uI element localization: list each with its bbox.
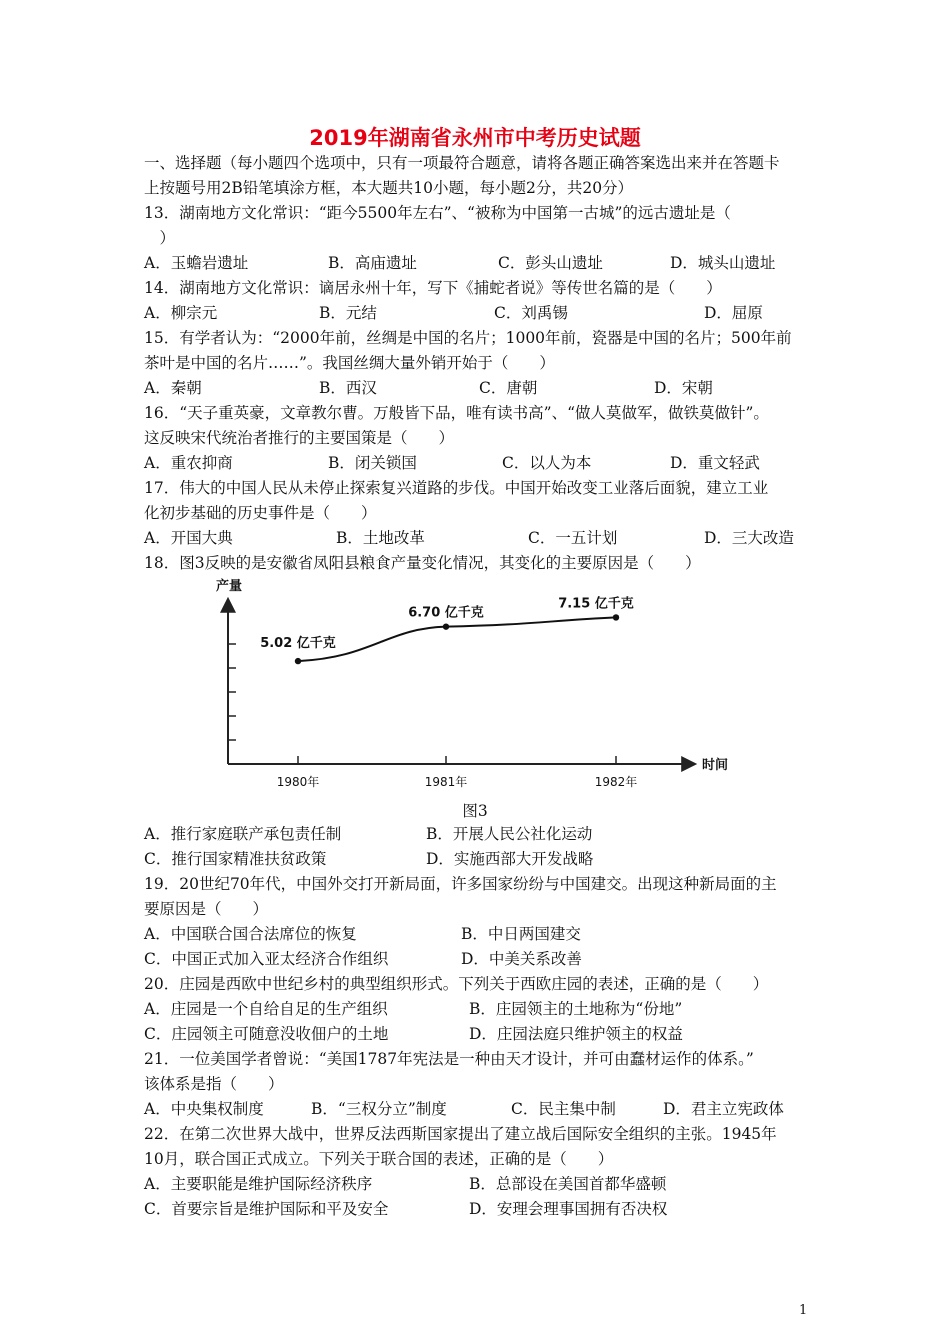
option-c: C．一五计划 xyxy=(528,529,618,547)
option-a: A．玉蟾岩遗址 xyxy=(144,254,249,272)
option-a: A．中国联合国合法席位的恢复 xyxy=(144,925,357,943)
option-b: B．庄园领主的土地称为“份地” xyxy=(469,1000,683,1018)
option-d: D．宋朝 xyxy=(654,379,713,397)
option-d: D．重文轻武 xyxy=(670,454,760,472)
option-a: A．中央集权制度 xyxy=(144,1100,264,1118)
data-point-2 xyxy=(613,614,619,620)
question-18-stem: 18．图3反映的是安徽省凤阳县粮食产量变化情况，其变化的主要原因是（ ） xyxy=(144,554,701,572)
option-b: B．元结 xyxy=(319,304,377,322)
question-15-stem-cont: 茶叶是中国的名片……”。我国丝绸大量外销开始于（ ） xyxy=(144,354,555,372)
option-b: B．“三权分立”制度 xyxy=(311,1100,447,1118)
question-15-stem: 15．有学者认为：“2000年前，丝绸是中国的名片；1000年前，瓷器是中国的名片；500年前 xyxy=(144,329,792,347)
option-d: D．屈原 xyxy=(704,304,763,322)
y-axis-label: 产量 xyxy=(216,579,243,594)
question-16-stem-cont: 这反映宋代统治者推行的主要国策是（ ） xyxy=(144,429,455,447)
x-axis-label: 时间 xyxy=(702,758,729,773)
question-22-stem: 22．在第二次世界大战中，世界反法西斯国家提出了建立战后国际安全组织的主张。1945年 xyxy=(144,1125,777,1143)
y-ticks xyxy=(228,644,236,740)
page-number: 1 xyxy=(799,1303,808,1318)
question-14-stem: 14．湖南地方文化常识：谪居永州十年，写下《捕蛇者说》等传世名篇的是（ ） xyxy=(144,279,722,297)
x-tick-label-2: 1982年 xyxy=(594,775,638,789)
option-d: D．君主立宪政体 xyxy=(663,1100,784,1118)
question-13-stem: 13．湖南地方文化常识：“距今5500年左右”、“被称为中国第一古城”的远古遗址是（ xyxy=(144,204,731,222)
option-b: B．中日两国建交 xyxy=(461,925,581,943)
option-a: A．重农抑商 xyxy=(144,454,233,472)
data-point-1 xyxy=(443,623,449,629)
x-tick-marks xyxy=(298,756,616,764)
data-label-0: 5.02 亿千克 xyxy=(260,636,336,652)
option-d: D．城头山遗址 xyxy=(670,254,776,272)
option-c: C．以人为本 xyxy=(502,454,592,472)
data-point-0 xyxy=(295,658,301,664)
data-label-1: 6.70 亿千克 xyxy=(408,605,484,621)
x-tick-labels xyxy=(277,774,638,789)
question-17-stem-cont: 化初步基础的历史事件是（ ） xyxy=(144,504,377,522)
series-line xyxy=(298,617,616,661)
x-tick-label-0: 1980年 xyxy=(276,775,320,789)
option-a: A．开国大典 xyxy=(144,529,233,547)
page-title: 2019年湖南省永州市中考历史试题 xyxy=(309,126,641,150)
option-d: D．三大改造 xyxy=(704,529,794,547)
option-c: C．民主集中制 xyxy=(511,1100,616,1118)
data-labels xyxy=(260,595,634,651)
option-c: C．刘禹锡 xyxy=(494,304,568,322)
option-c: C．中国正式加入亚太经济合作组织 xyxy=(144,950,389,968)
option-d: D．庄园法庭只维护领主的权益 xyxy=(469,1025,683,1043)
question-19-stem: 19．20世纪70年代，中国外交打开新局面，许多国家纷纷与中国建交。出现这种新局面的主 xyxy=(144,875,777,893)
figure-caption: 图3 xyxy=(462,802,488,820)
question-22-stem-cont: 10月，联合国正式成立。下列关于联合国的表述，正确的是（ ） xyxy=(144,1150,614,1168)
section-intro-line-2: 上按题号用2B铅笔填涂方框，本大题共10小题，每小题2分，共20分） xyxy=(144,179,634,197)
question-19-stem-cont: 要原因是（ ） xyxy=(144,900,269,918)
option-a: A．柳宗元 xyxy=(144,304,218,322)
section-intro-line-1: 一、选择题（每小题四个选项中，只有一项最符合题意，请将各题正确答案选出来并在答题卡 xyxy=(144,154,780,172)
question-21-stem-cont: 该体系是指（ ） xyxy=(144,1075,284,1093)
option-c: C．首要宗旨是维护国际和平及安全 xyxy=(144,1200,389,1218)
question-13-stem-cont: ） xyxy=(144,229,176,247)
production-line-chart xyxy=(200,572,740,796)
data-points xyxy=(295,614,619,664)
option-a: A．秦朝 xyxy=(144,379,202,397)
option-d: D．安理会理事国拥有否决权 xyxy=(469,1200,668,1218)
option-b: B．土地改革 xyxy=(336,529,425,547)
option-c: C．彭头山遗址 xyxy=(498,254,603,272)
option-c: C．庄园领主可随意没收佃户的土地 xyxy=(144,1025,389,1043)
question-16-stem: 16．“天子重英豪，文章教尔曹。万般皆下品，唯有读书高”、“做人莫做军，做铁莫做针”。 xyxy=(144,404,769,422)
option-b: B．开展人民公社化运动 xyxy=(426,825,593,843)
option-b: B．西汉 xyxy=(319,379,377,397)
question-21-stem: 21．一位美国学者曾说：“美国1787年宪法是一种由天才设计，并可由蠢材运作的体系。” xyxy=(144,1050,754,1068)
option-b: B．闭关锁国 xyxy=(328,454,417,472)
option-d: D．实施西部大开发战略 xyxy=(426,850,594,868)
option-b: B．高庙遗址 xyxy=(328,254,417,272)
option-c: C．唐朝 xyxy=(479,379,538,397)
option-c: C．推行国家精准扶贫政策 xyxy=(144,850,327,868)
option-a: A．庄园是一个自给自足的生产组织 xyxy=(144,1000,388,1018)
option-d: D．中美关系改善 xyxy=(461,950,582,968)
option-a: A．主要职能是维护国际经济秩序 xyxy=(144,1175,373,1193)
option-b: B．总部设在美国首都华盛顿 xyxy=(469,1175,667,1193)
data-label-2: 7.15 亿千克 xyxy=(558,596,634,612)
question-20-stem: 20．庄园是西欧中世纪乡村的典型组织形式。下列关于西欧庄园的表述，正确的是（ ） xyxy=(144,975,769,993)
question-17-stem: 17．伟大的中国人民从未停止探索复兴道路的步伐。中国开始改变工业落后面貌，建立工业 xyxy=(144,479,769,497)
x-tick-label-1: 1981年 xyxy=(424,775,468,789)
option-a: A．推行家庭联产承包责任制 xyxy=(144,825,342,843)
